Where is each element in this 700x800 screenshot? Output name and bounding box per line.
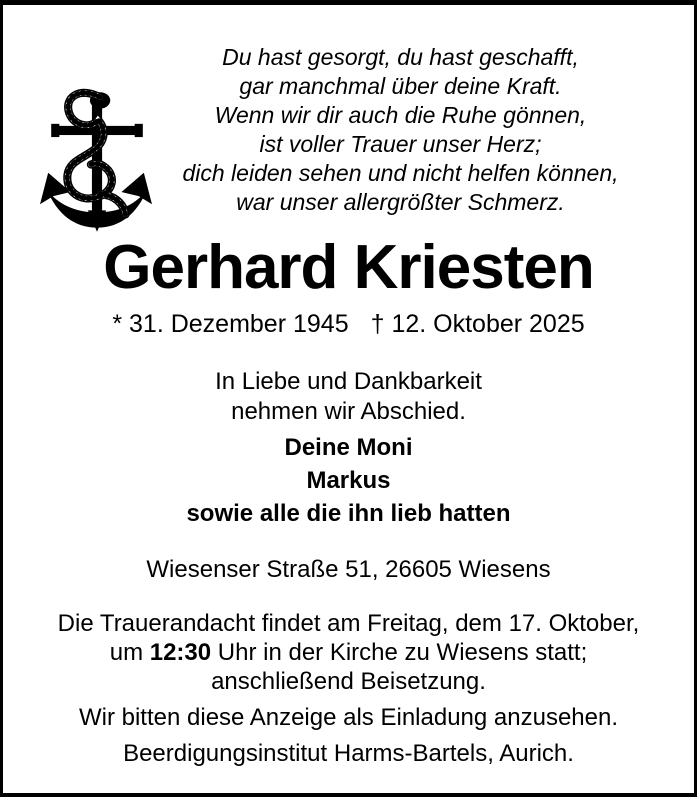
mourner-name: Markus (306, 467, 391, 494)
service-time: 12:30 (149, 639, 212, 666)
mourner-name: Deine Moni (284, 434, 413, 461)
poem-line: Wenn wir dir auch die Ruhe gönnen, (214, 102, 587, 128)
birth-date: * 31. Dezember 1945 (112, 310, 349, 338)
mourner-name: sowie alle die ihn lieb hatten (186, 500, 511, 527)
poem-line: gar manchmal über deine Kraft. (239, 73, 562, 99)
farewell-line: nehmen wir Abschied. (231, 398, 466, 425)
life-dates (3, 311, 694, 337)
service-line: anschließend Beisetzung. (211, 668, 486, 695)
poem-line: Du hast gesorgt, du hast geschafft, (222, 44, 579, 70)
service-time-post: Uhr in der Kirche zu Wiesens statt; (211, 639, 588, 666)
poem-line: war unser allergrößter Schmerz. (236, 189, 565, 215)
deceased-name: Gerhard Kriesten (103, 233, 594, 302)
poem-line: ist voller Trauer unser Herz; (259, 131, 542, 157)
farewell-line: In Liebe und Dankbarkeit (215, 368, 482, 395)
service-details (3, 609, 694, 696)
fouled-anchor-icon (39, 87, 153, 235)
service-time-pre: um (109, 639, 150, 666)
mourners-list (3, 436, 694, 526)
service-line: Die Trauerandacht findet am Freitag, dem 17. Oktober, (57, 610, 640, 637)
farewell-text (3, 367, 694, 427)
funeral-home: Beerdigungsinstitut Harms-Bartels, Aurich. (123, 740, 574, 767)
service-line (3, 638, 694, 667)
home-address: Wiesenser Straße 51, 26605 Wiesens (146, 556, 551, 583)
death-date: † 12. Oktober 2025 (370, 310, 585, 338)
invitation-note: Wir bitten diese Anzeige als Einladung anzusehen. (78, 704, 618, 731)
poem-line: dich leiden sehen und nicht helfen können, (182, 160, 619, 186)
